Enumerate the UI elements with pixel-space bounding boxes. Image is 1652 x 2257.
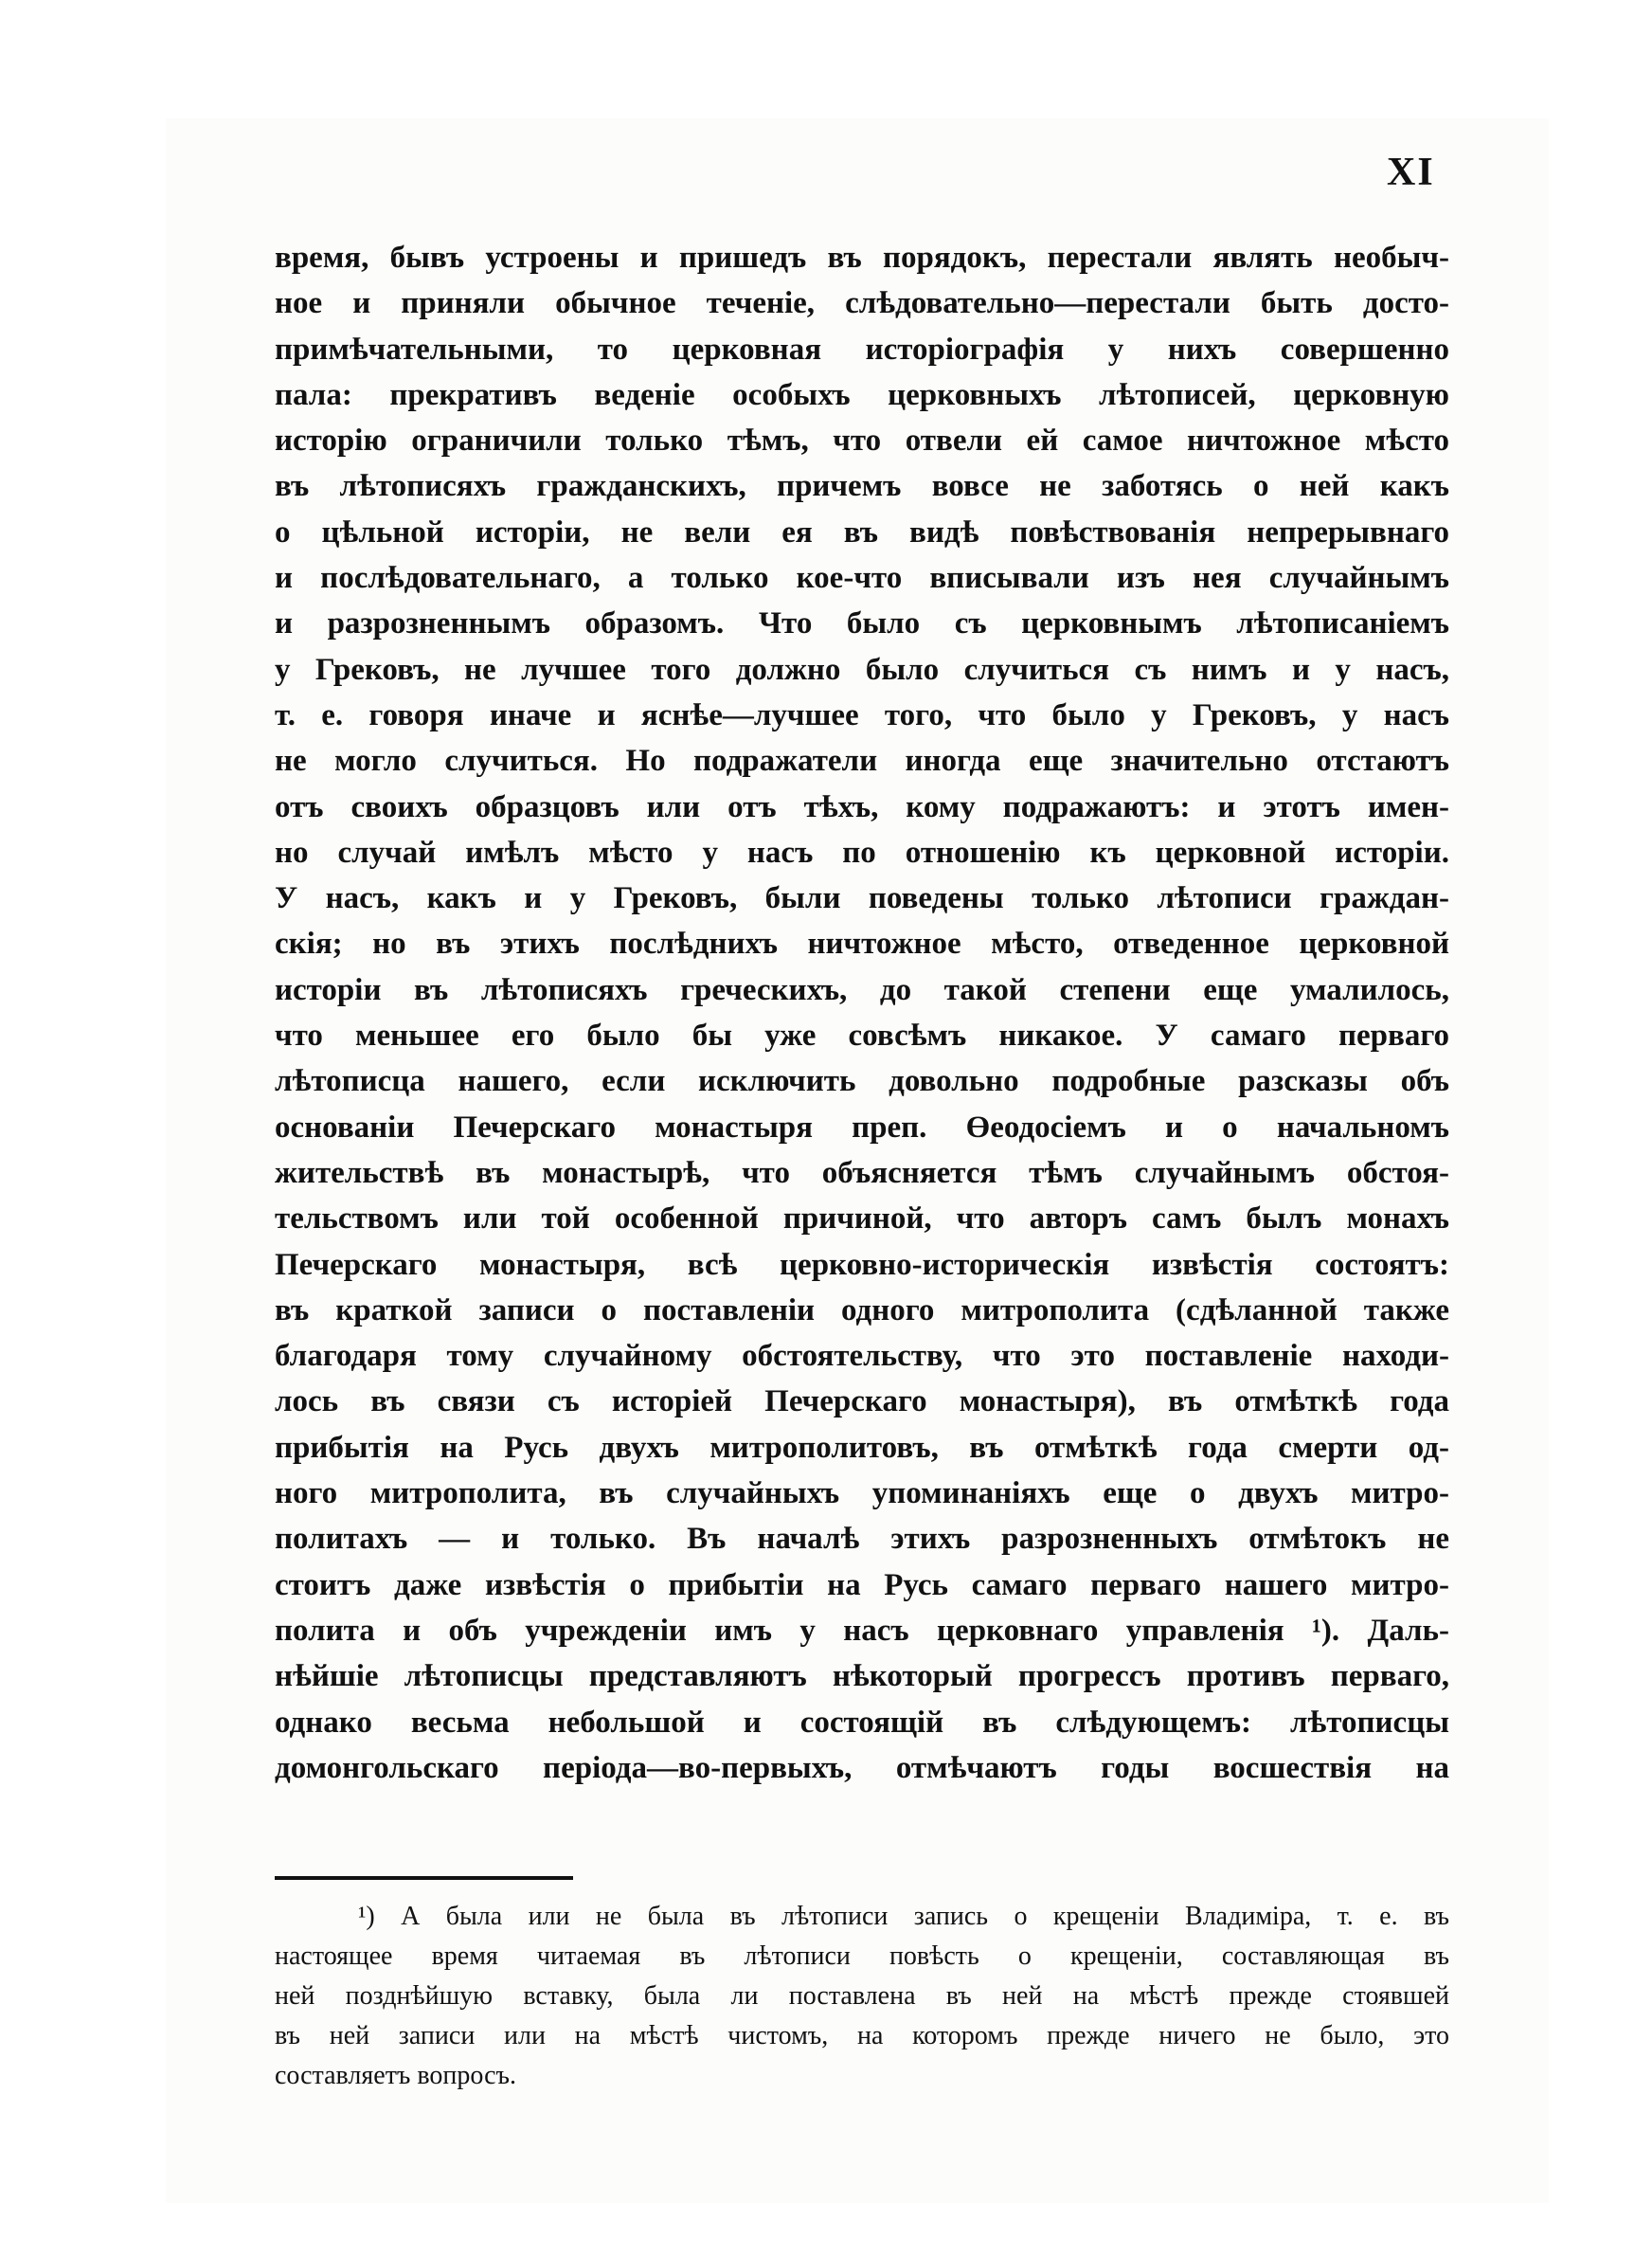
text-line: въ лѣтописяхъ гражданскихъ, причемъ вовсе не заботясь о ней какъ	[275, 469, 1449, 504]
text-line: въ краткой записи о поставленіи одного митрополита (сдѣланной также	[275, 1292, 1449, 1327]
text-line: скія; но въ этихъ послѣднихъ ничтожное мѣсто, отведенное церковной	[275, 927, 1449, 962]
text-line: стоитъ даже извѣстія о прибытіи на Русь самаго перваго нашего митро-	[275, 1567, 1449, 1602]
text-line: жительствѣ въ монастырѣ, что объясняется тѣмъ случайнымъ обстоя-	[275, 1155, 1449, 1190]
text-line: отъ своихъ образцовъ или отъ тѣхъ, кому подражаютъ: и этотъ имен-	[275, 789, 1449, 824]
text-line: и разрозненнымъ образомъ. Что было съ церковнымъ лѣтописаніемъ	[275, 606, 1449, 641]
footnote-line: въ ней записи или на мѣстѣ чистомъ, на которомъ прежде ничего не было, это	[275, 2021, 1449, 2050]
text-line: тельствомъ или той особенной причиной, что авторъ самъ былъ монахъ	[275, 1201, 1449, 1237]
text-line: и послѣдовательнаго, а только кое-что вписывали изъ нея случайнымъ	[275, 561, 1449, 596]
text-line: лось въ связи съ исторіей Печерскаго монастыря), въ отмѣткѣ года	[275, 1384, 1449, 1419]
text-line: У насъ, какъ и у Грековъ, были поведены только лѣтописи граждан-	[275, 881, 1449, 916]
text-line: не могло случиться. Но подражатели иногда еще значительно отстаютъ	[275, 744, 1449, 779]
text-line: но случай имѣлъ мѣсто у насъ по отношенію къ церковной исторіи.	[275, 835, 1449, 870]
text-line: домонгольскаго періода—во-первыхъ, отмѣчаютъ годы восшествія на	[275, 1750, 1449, 1785]
text-line: исторіи въ лѣтописяхъ греческихъ, до такой степени еще умалилось,	[275, 972, 1449, 1007]
text-line: политахъ — и только. Въ началѣ этихъ разрозненныхъ отмѣтокъ не	[275, 1522, 1449, 1557]
text-line: ное и приняли обычное теченіе, слѣдовательно—перестали быть досто-	[275, 286, 1449, 321]
text-line: примѣчательными, то церковная исторіографія у нихъ совершенно	[275, 332, 1449, 367]
text-line: нѣйшіе лѣтописцы представляютъ нѣкоторый прогрессъ противъ перваго,	[275, 1659, 1449, 1694]
text-line: Печерскаго монастыря, всѣ церковно-историческія извѣстія состоятъ:	[275, 1247, 1449, 1282]
text-line: что меньшее его было бы уже совсѣмъ никакое. У самаго перваго	[275, 1019, 1449, 1054]
text-line: исторію ограничили только тѣмъ, что отвели ей самое ничтожное мѣсто	[275, 424, 1449, 459]
footnote	[275, 1897, 1449, 2096]
footnote-line: ¹) А была или не была въ лѣтописи запись о крещеніи Владиміра, т. е. въ	[358, 1902, 1449, 1931]
footnote-line: настоящее время читаемая въ лѣтописи повѣсть о крещеніи, составляющая въ	[275, 1941, 1449, 1971]
footnote-line: составляетъ вопросъ.	[275, 2061, 517, 2090]
text-line: время, бывъ устроены и пришедъ въ порядокъ, перестали являть необыч-	[275, 241, 1449, 275]
text-line: о цѣльной исторіи, не вели ея въ видѣ повѣствованія непрерывнаго	[275, 515, 1449, 550]
text-line: однако весьма небольшой и состоящій въ слѣдующемъ: лѣтописцы	[275, 1705, 1449, 1740]
page-number: XI	[1387, 151, 1435, 194]
text-line: ного митрополита, въ случайныхъ упоминаніяхъ еще о двухъ митро-	[275, 1476, 1449, 1511]
text-line: у Грековъ, не лучшее того должно было случиться съ нимъ и у насъ,	[275, 652, 1449, 687]
text-line: прибытія на Русь двухъ митрополитовъ, въ отмѣткѣ года смерти од-	[275, 1430, 1449, 1465]
text-line: основаніи Печерскаго монастыря преп. Өеодосіемъ и о начальномъ	[275, 1110, 1449, 1145]
text-line: лѣтописца нашего, если исключить довольно подробные разсказы объ	[275, 1064, 1449, 1099]
main-text	[275, 235, 1449, 1791]
text-line: пала: прекративъ веденіе особыхъ церковныхъ лѣтописей, церковную	[275, 377, 1449, 412]
text-line: благодаря тому случайному обстоятельству, что это поставленіе находи-	[275, 1339, 1449, 1374]
footnote-line: ней позднѣйшую вставку, была ли поставлена въ ней на мѣстѣ прежде стоявшей	[275, 1981, 1449, 2011]
footnote-separator	[275, 1876, 573, 1880]
text-line: полита и объ учрежденіи имъ у насъ церковнаго управленія ¹). Даль-	[275, 1613, 1449, 1648]
text-line: т. е. говоря иначе и яснѣе—лучшее того, что было у Грековъ, у насъ	[275, 697, 1449, 732]
